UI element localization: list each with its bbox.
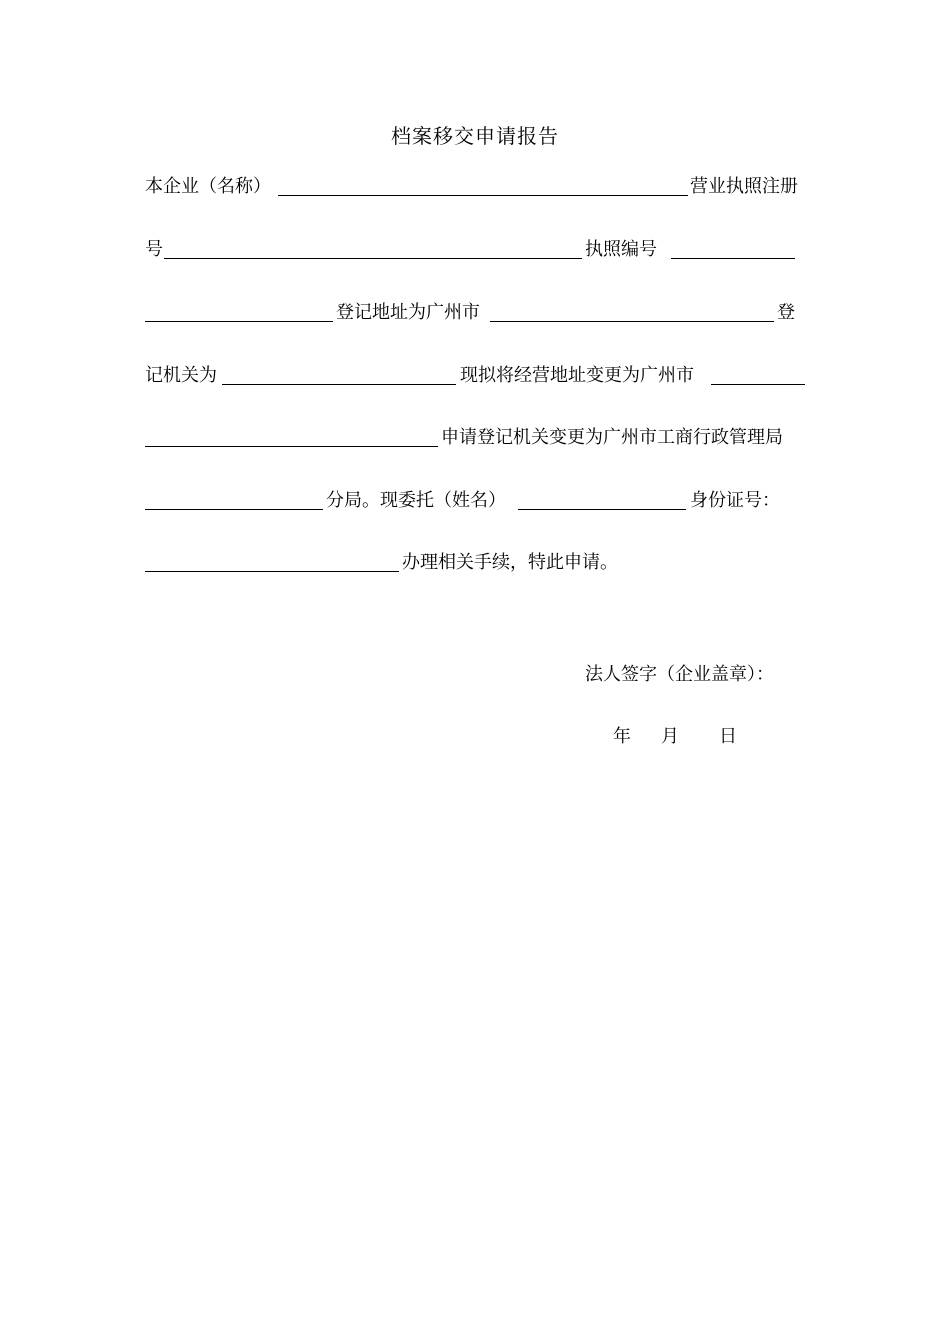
license-number-blank: [671, 258, 795, 259]
id-number-blank: [145, 571, 399, 572]
business-license-label-start: 营业执照注册: [690, 176, 798, 197]
entrusted-person-label: 分局。现委托（姓名）: [326, 490, 506, 511]
id-number-label: 身份证号：: [690, 490, 780, 511]
closing-statement: 办理相关手续，特此申请。: [402, 552, 618, 573]
registered-address-blank: [490, 321, 774, 322]
registered-address-label: 登记地址为广州市: [336, 302, 480, 323]
registration-number-label-end: 号: [145, 239, 163, 260]
form-line-2: [145, 237, 805, 263]
form-line-7: [145, 550, 805, 576]
legal-representative-signature-label: 法人签字（企业盖章）：: [585, 664, 774, 685]
date-month-label: 月: [661, 726, 679, 747]
form-line-4: [145, 363, 805, 389]
form-line-6: [145, 488, 805, 514]
new-address-blank-continued: [145, 446, 438, 447]
new-address-label: 现拟将经营地址变更为广州市: [460, 365, 694, 386]
form-line-1: [145, 174, 805, 200]
entrusted-person-blank: [518, 509, 686, 510]
registration-authority-label-start: 登: [777, 302, 795, 323]
form-line-5: [145, 425, 805, 451]
branch-office-blank: [145, 509, 323, 510]
license-number-blank-continued: [145, 321, 333, 322]
company-name-blank: [278, 195, 688, 196]
date-year-label: 年: [613, 726, 631, 747]
registration-authority-label-end: 记机关为: [145, 365, 217, 386]
date-day-label: 日: [719, 726, 737, 747]
registration-number-blank: [164, 258, 582, 259]
registration-authority-blank: [222, 384, 456, 385]
company-name-label: 本企业（名称）: [145, 176, 271, 197]
new-address-blank: [711, 384, 805, 385]
document-title: 档案移交申请报告: [391, 124, 559, 148]
license-number-label: 执照编号: [585, 239, 657, 260]
authority-change-label: 申请登记机关变更为广州市工商行政管理局: [441, 427, 783, 448]
form-line-3: [145, 300, 805, 326]
